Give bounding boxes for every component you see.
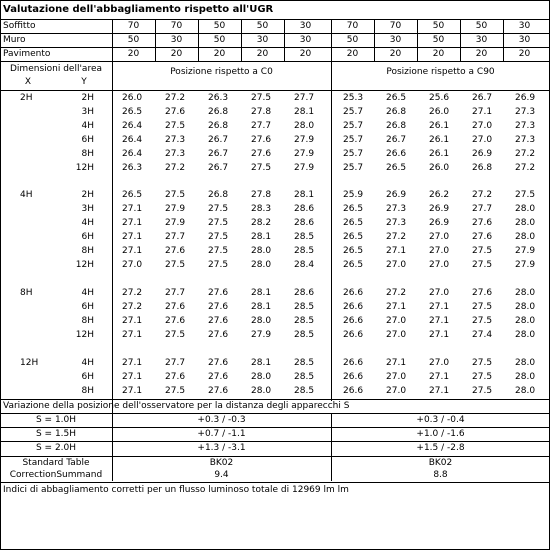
x-dimension-label: 12H [20,358,39,368]
ugr-value: 27.6 [165,372,186,382]
ugr-value: 26.6 [343,330,364,340]
ugr-value: 27.5 [472,246,493,256]
column-divider [417,19,418,61]
ugr-value: 27.2 [515,149,536,159]
ugr-value: 27.9 [294,135,315,145]
ugr-value: 27.1 [429,302,450,312]
ugr-value: 28.6 [294,288,315,298]
ugr-value: 27.5 [472,372,493,382]
reflectance-label: Muro [3,35,26,45]
y-dimension-label: 3H [81,204,94,214]
area-dimension-label: Dimensioni dell'area [10,64,102,74]
ugr-value: 27.1 [122,358,143,368]
ugr-value: 26.8 [208,107,229,117]
ugr-value: 28.4 [294,260,315,270]
ugr-value: 28.1 [294,190,315,200]
ugr-value: 26.0 [429,107,450,117]
ugr-value: 27.9 [251,330,272,340]
ugr-value: 27.5 [165,190,186,200]
ugr-value: 27.6 [208,288,229,298]
ugr-value: 28.0 [515,386,536,396]
ugr-value: 27.6 [208,372,229,382]
variation-label: S = 1.0H [35,415,77,425]
page-title: Valutazione dell'abbagliamento rispetto all'UGR [3,4,274,15]
ugr-value: 27.6 [208,302,229,312]
ugr-value: 26.0 [122,93,143,103]
ugr-value: 25.6 [429,93,450,103]
ugr-value: 28.3 [251,204,272,214]
ugr-value: 27.9 [294,149,315,159]
ugr-value: 28.0 [251,316,272,326]
ugr-value: 28.5 [294,372,315,382]
y-dimension-label: 8H [81,149,94,159]
ugr-value: 27.5 [208,246,229,256]
ugr-value: 27.6 [472,232,493,242]
reflectance-value: 20 [127,49,140,59]
ugr-value: 27.0 [386,372,407,382]
x-axis-label: X [24,77,32,87]
ugr-value: 26.5 [343,204,364,214]
ugr-value: 26.6 [343,302,364,312]
ugr-value: 27.3 [386,218,407,228]
y-dimension-label: 2H [81,190,94,200]
ugr-value: 27.0 [429,260,450,270]
ugr-value: 28.0 [251,372,272,382]
ugr-value: 27.0 [386,386,407,396]
reflectance-value: 50 [432,21,445,31]
reflectance-value: 30 [299,35,312,45]
ugr-value: 27.2 [386,232,407,242]
ugr-value: 27.0 [386,330,407,340]
y-dimension-label: 4H [81,358,94,368]
ugr-value: 26.6 [386,149,407,159]
ugr-value: 27.3 [386,204,407,214]
row-divider [0,399,550,400]
ugr-value: 27.5 [472,386,493,396]
ugr-value: 27.9 [165,218,186,228]
c90-header: Posizione rispetto a C90 [386,67,495,77]
column-divider [241,19,242,61]
reflectance-value: 70 [346,21,359,31]
y-dimension-label: 6H [81,135,94,145]
ugr-value: 26.5 [122,190,143,200]
reflectance-value: 30 [518,21,531,31]
row-divider [0,33,550,34]
y-dimension-label: 3H [81,107,94,117]
ugr-value: 26.5 [343,260,364,270]
ugr-value: 27.5 [165,330,186,340]
y-dimension-label: 12H [75,330,94,340]
ugr-value: 26.8 [386,121,407,131]
ugr-value: 27.7 [251,121,272,131]
standard-label: Standard Table [22,458,90,468]
ugr-value: 27.5 [208,218,229,228]
footer-note: Indici di abbagliamento corretti per un flusso luminoso totale di 12969 lm lm [3,485,349,495]
ugr-value: 27.6 [208,358,229,368]
ugr-value: 28.5 [294,330,315,340]
variation-c90: +1.0 / -1.6 [416,429,465,439]
reflectance-value: 20 [170,49,183,59]
ugr-value: 27.5 [208,260,229,270]
ugr-value: 27.1 [472,107,493,117]
ugr-value: 27.1 [122,232,143,242]
ugr-value: 27.5 [208,232,229,242]
column-divider [284,19,285,61]
ugr-value: 27.1 [122,316,143,326]
column-divider [374,19,375,61]
ugr-value: 28.0 [251,386,272,396]
ugr-value: 26.7 [208,163,229,173]
ugr-value: 28.6 [294,204,315,214]
ugr-value: 26.9 [429,218,450,228]
ugr-value: 28.0 [515,204,536,214]
reflectance-value: 30 [389,35,402,45]
ugr-value: 28.0 [294,121,315,131]
y-dimension-label: 6H [81,232,94,242]
ugr-value: 27.3 [165,135,186,145]
column-divider [198,19,199,61]
y-dimension-label: 4H [81,218,94,228]
ugr-value: 26.4 [122,121,143,131]
ugr-value: 26.4 [122,135,143,145]
ugr-value: 27.7 [472,204,493,214]
ugr-value: 27.9 [294,163,315,173]
ugr-value: 26.9 [429,204,450,214]
ugr-value: 27.6 [472,288,493,298]
ugr-value: 27.1 [429,316,450,326]
variation-title: Variazione della posizione dell'osservatore per la distanza degli apparecchi S [3,401,350,411]
ugr-value: 25.7 [343,149,364,159]
reflectance-value: 50 [475,21,488,31]
ugr-value: 28.0 [515,372,536,382]
reflectance-value: 20 [518,49,531,59]
reflectance-value: 70 [170,21,183,31]
ugr-value: 27.0 [472,135,493,145]
y-axis-label: Y [81,77,87,87]
x-dimension-label: 8H [20,288,33,298]
ugr-value: 27.0 [122,260,143,270]
reflectance-value: 20 [256,49,269,59]
ugr-value: 27.1 [429,330,450,340]
reflectance-value: 20 [213,49,226,59]
column-divider [112,19,113,61]
reflectance-value: 30 [518,35,531,45]
ugr-value: 27.7 [165,358,186,368]
reflectance-value: 30 [299,21,312,31]
ugr-value: 27.8 [251,107,272,117]
variation-label: S = 2.0H [35,443,77,453]
ugr-value: 27.8 [251,190,272,200]
ugr-value: 27.9 [165,204,186,214]
reflectance-value: 50 [127,35,140,45]
ugr-value: 27.5 [165,260,186,270]
variation-c0: +0.7 / -1.1 [197,429,246,439]
ugr-value: 26.5 [386,163,407,173]
ugr-value: 28.1 [251,302,272,312]
ugr-value: 28.0 [515,288,536,298]
reflectance-value: 20 [389,49,402,59]
ugr-value: 28.2 [251,218,272,228]
ugr-value: 27.2 [122,288,143,298]
ugr-value: 27.0 [429,358,450,368]
y-dimension-label: 6H [81,372,94,382]
ugr-value: 28.0 [515,358,536,368]
ugr-value: 28.5 [294,246,315,256]
ugr-value: 26.5 [386,93,407,103]
column-divider [460,19,461,61]
row-divider [0,441,550,442]
column-divider [503,19,504,61]
y-dimension-label: 8H [81,386,94,396]
ugr-value: 25.9 [343,190,364,200]
ugr-value: 26.8 [208,121,229,131]
x-dimension-label: 4H [20,190,33,200]
ugr-value: 26.2 [429,190,450,200]
ugr-value: 27.5 [515,190,536,200]
ugr-value: 26.8 [208,190,229,200]
y-dimension-label: 6H [81,302,94,312]
y-dimension-label: 4H [81,121,94,131]
row-divider [0,456,550,457]
ugr-value: 27.1 [122,330,143,340]
ugr-value: 27.1 [122,204,143,214]
standard-label: CorrectionSummand [9,470,103,480]
ugr-value: 26.6 [343,316,364,326]
ugr-value: 27.2 [515,163,536,173]
ugr-value: 26.6 [343,372,364,382]
y-dimension-label: 8H [81,316,94,326]
ugr-value: 27.1 [386,358,407,368]
ugr-value: 27.1 [386,302,407,312]
ugr-value: 26.7 [208,149,229,159]
standard-c0: 9.4 [214,470,229,480]
ugr-value: 28.5 [294,316,315,326]
variation-label: S = 1.5H [35,429,77,439]
ugr-value: 28.0 [515,232,536,242]
ugr-value: 27.1 [429,372,450,382]
ugr-value: 26.6 [343,288,364,298]
ugr-value: 27.5 [472,302,493,312]
ugr-value: 26.1 [429,135,450,145]
ugr-value: 27.3 [515,135,536,145]
ugr-value: 27.2 [122,302,143,312]
ugr-value: 28.0 [515,302,536,312]
reflectance-label: Pavimento [3,49,51,59]
ugr-value: 26.7 [386,135,407,145]
ugr-value: 28.0 [251,260,272,270]
reflectance-label: Soffitto [3,21,36,31]
c0-header: Posizione rispetto a C0 [170,67,273,77]
ugr-value: 27.1 [386,246,407,256]
ugr-value: 27.6 [472,218,493,228]
ugr-value: 26.9 [472,149,493,159]
ugr-value: 26.1 [429,149,450,159]
ugr-value: 27.3 [165,149,186,159]
ugr-value: 27.6 [208,330,229,340]
y-dimension-label: 4H [81,288,94,298]
ugr-value: 27.2 [165,93,186,103]
ugr-value: 27.9 [515,260,536,270]
ugr-value: 26.4 [122,149,143,159]
ugr-value: 28.1 [251,288,272,298]
ugr-value: 26.7 [208,135,229,145]
ugr-value: 25.7 [343,107,364,117]
ugr-value: 26.5 [343,246,364,256]
y-dimension-label: 12H [75,163,94,173]
ugr-value: 27.5 [208,204,229,214]
y-dimension-label: 12H [75,260,94,270]
ugr-value: 28.5 [294,358,315,368]
ugr-value: 28.0 [515,218,536,228]
ugr-value: 28.0 [515,316,536,326]
ugr-value: 26.6 [343,386,364,396]
variation-c0: +1.3 / -3.1 [197,443,246,453]
ugr-value: 28.5 [294,232,315,242]
ugr-value: 27.0 [386,260,407,270]
ugr-value: 27.1 [122,218,143,228]
ugr-value: 27.5 [165,121,186,131]
reflectance-value: 50 [256,21,269,31]
ugr-value: 27.0 [429,232,450,242]
ugr-value: 27.7 [294,93,315,103]
ugr-value: 26.5 [343,218,364,228]
reflectance-value: 50 [432,35,445,45]
row-divider [0,19,550,20]
reflectance-value: 50 [346,35,359,45]
ugr-value: 27.0 [429,288,450,298]
ugr-value: 27.0 [472,121,493,131]
ugr-value: 28.1 [251,232,272,242]
ugr-value: 27.5 [472,358,493,368]
column-divider [331,61,332,401]
y-dimension-label: 2H [81,93,94,103]
reflectance-value: 20 [346,49,359,59]
reflectance-value: 30 [475,35,488,45]
reflectance-value: 20 [432,49,445,59]
variation-c0: +0.3 / -0.3 [197,415,246,425]
ugr-value: 28.1 [294,107,315,117]
reflectance-value: 30 [170,35,183,45]
ugr-value: 28.0 [515,330,536,340]
ugr-value: 26.3 [122,163,143,173]
reflectance-value: 50 [213,21,226,31]
standard-c90: 8.8 [433,470,448,480]
ugr-value: 27.1 [122,372,143,382]
ugr-value: 27.6 [251,149,272,159]
ugr-value: 27.6 [165,302,186,312]
standard-c90: BK02 [428,458,453,468]
row-divider [0,47,550,48]
ugr-value: 27.5 [251,163,272,173]
ugr-value: 25.7 [343,163,364,173]
ugr-value: 25.7 [343,121,364,131]
ugr-value: 26.9 [515,93,536,103]
column-divider [155,19,156,61]
variation-c90: +0.3 / -0.4 [416,415,465,425]
ugr-value: 27.3 [515,121,536,131]
standard-c0: BK02 [209,458,234,468]
row-divider [0,413,550,414]
ugr-value: 26.8 [472,163,493,173]
ugr-value: 27.9 [515,246,536,256]
ugr-value: 25.7 [343,135,364,145]
ugr-value: 26.6 [343,358,364,368]
column-divider [331,19,332,61]
ugr-value: 27.1 [122,246,143,256]
ugr-value: 26.8 [386,107,407,117]
ugr-value: 27.6 [251,135,272,145]
reflectance-value: 70 [127,21,140,31]
ugr-value: 25.3 [343,93,364,103]
ugr-value: 27.0 [429,246,450,256]
ugr-value: 27.0 [386,316,407,326]
ugr-value: 27.3 [515,107,536,117]
ugr-value: 26.5 [122,107,143,117]
row-divider [0,61,550,62]
ugr-value: 27.6 [208,316,229,326]
x-dimension-label: 2H [20,93,33,103]
ugr-value: 27.6 [165,246,186,256]
ugr-value: 26.9 [386,190,407,200]
reflectance-value: 30 [256,35,269,45]
row-divider [0,482,550,483]
ugr-value: 27.5 [251,93,272,103]
reflectance-value: 20 [475,49,488,59]
ugr-value: 28.5 [294,386,315,396]
ugr-value: 27.2 [386,288,407,298]
ugr-value: 27.5 [472,260,493,270]
ugr-value: 27.5 [472,316,493,326]
ugr-value: 26.3 [208,93,229,103]
ugr-value: 27.4 [472,330,493,340]
ugr-value: 28.6 [294,218,315,228]
ugr-value: 27.2 [165,163,186,173]
ugr-value: 27.1 [122,386,143,396]
ugr-value: 27.1 [429,386,450,396]
ugr-value: 27.7 [165,288,186,298]
reflectance-value: 70 [389,21,402,31]
ugr-value: 28.1 [251,358,272,368]
y-dimension-label: 8H [81,246,94,256]
ugr-value: 27.6 [208,386,229,396]
ugr-value: 26.1 [429,121,450,131]
ugr-value: 27.6 [165,316,186,326]
ugr-value: 26.5 [343,232,364,242]
ugr-value: 26.7 [472,93,493,103]
ugr-value: 27.7 [165,232,186,242]
reflectance-value: 20 [299,49,312,59]
ugr-value: 27.5 [165,386,186,396]
ugr-value: 28.0 [251,246,272,256]
row-divider [0,90,550,91]
ugr-value: 27.6 [165,107,186,117]
variation-c90: +1.5 / -2.8 [416,443,465,453]
ugr-value: 27.2 [472,190,493,200]
reflectance-value: 50 [213,35,226,45]
ugr-value: 26.0 [429,163,450,173]
row-divider [0,427,550,428]
ugr-value: 28.5 [294,302,315,312]
